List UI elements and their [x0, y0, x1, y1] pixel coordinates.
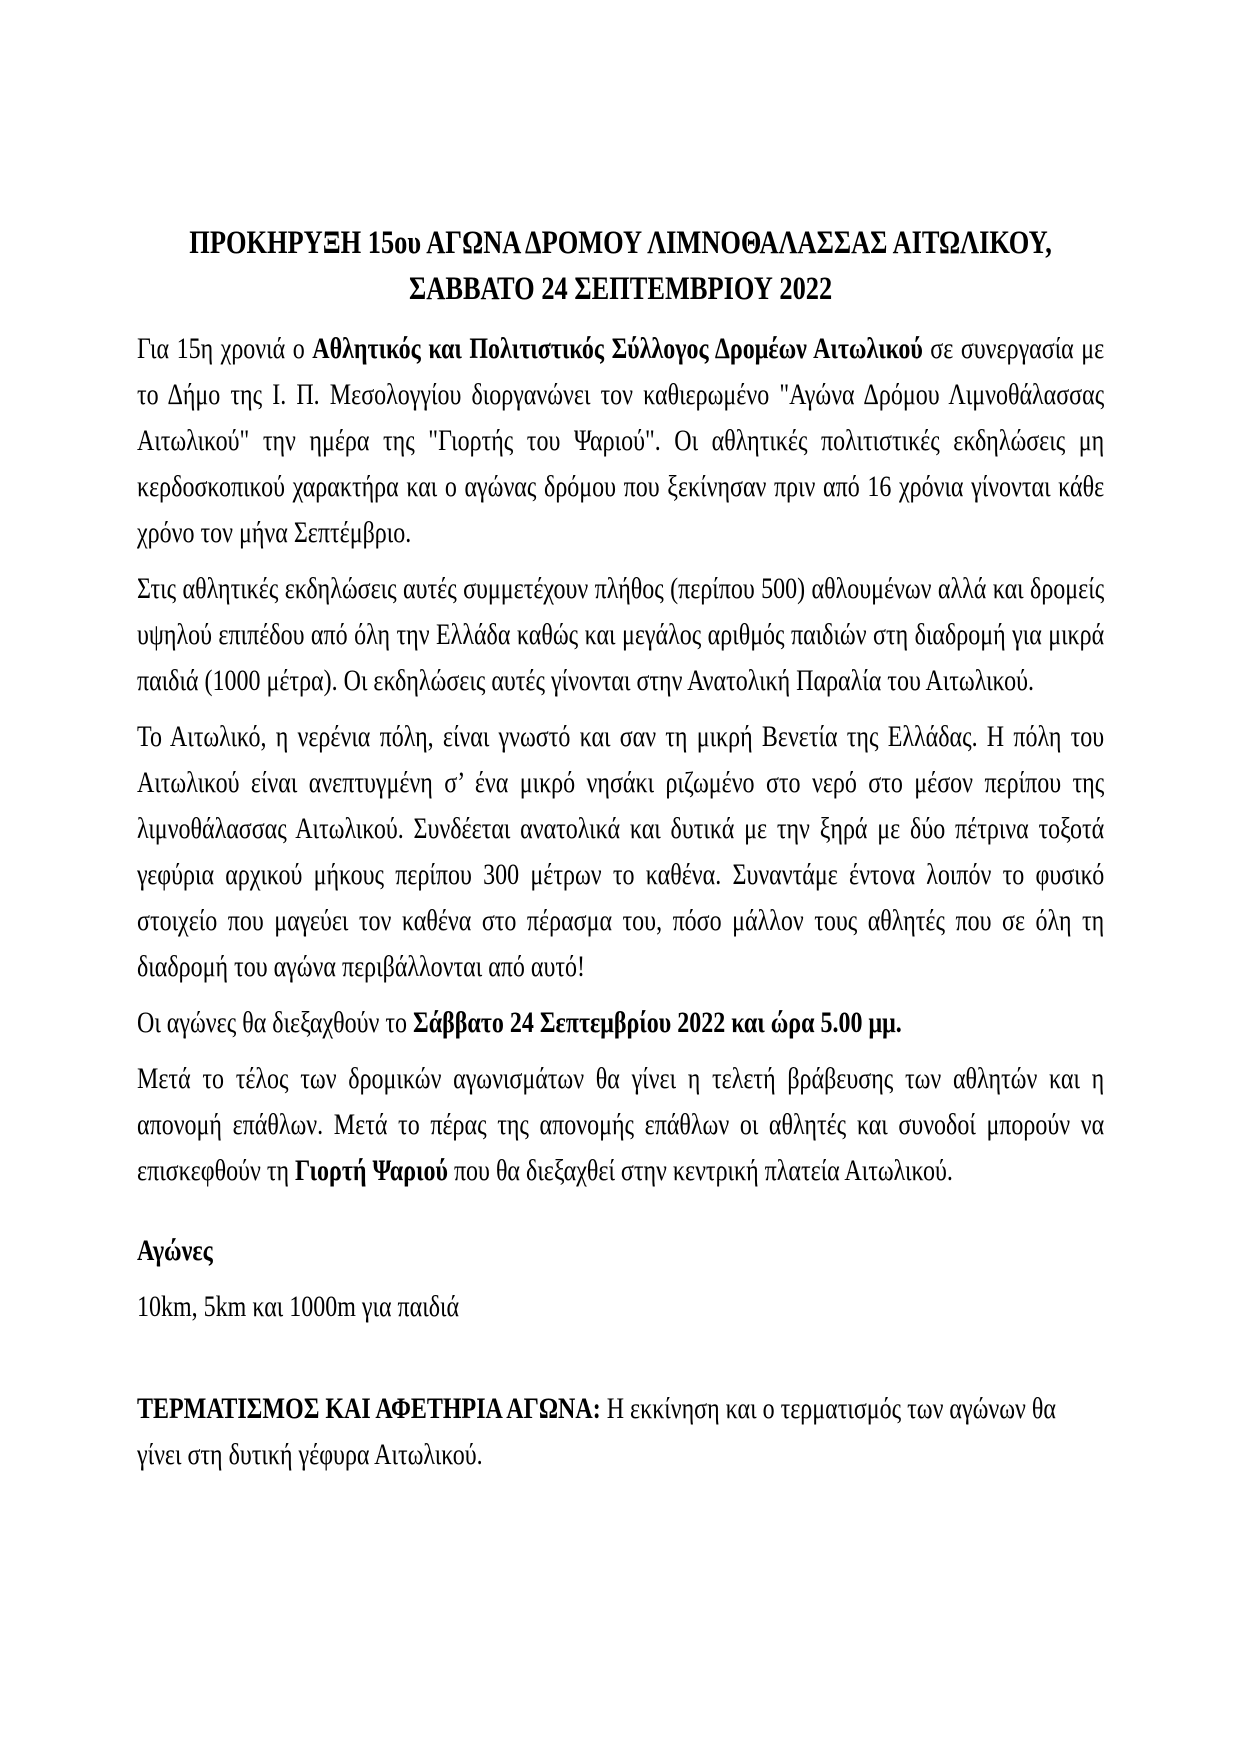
paragraph-race-date: Οι αγώνες θα διεξαχθούν το Σάββατο 24 Σεπτεμβρίου 2022 και ώρα 5.00 μμ.: [137, 1006, 902, 1039]
document-title-line-1: ΠΡΟΚΗΡΥΞΗ 15ου ΑΓΩΝΑ ΔΡΟΜΟΥ ΛΙΜΝΟΘΑΛΑΣΣΑΣ ΑΙΤΩΛΙΚΟΥ,: [189, 225, 1052, 261]
races-section-heading: Αγώνες: [137, 1234, 213, 1267]
document-content: [137, 220, 1104, 1478]
races-distances-line: 10km, 5km και 1000m για παιδιά: [137, 1290, 460, 1323]
document-title: [137, 220, 1104, 312]
paragraph-participants: Στις αθλητικές εκδηλώσεις αυτές συμμετέχουν πλήθος (περίπου 500) αθλουμένων αλλά και δρομείς υψηλού επιπέδου από όλη την Ελλάδα καθώς και μεγάλος αριθμός παιδιών στη διαδρομή για μικρά παιδιά (1000 μέτρα). Οι εκδηλώσεις αυτές γίνονται στην Ανατολική Παραλία του Αιτωλικού.: [137, 572, 1105, 697]
document-title-line-2: ΣΑΒΒΑΤΟ 24 ΣΕΠΤΕΜΒΡΙΟΥ 2022: [409, 271, 833, 307]
paragraph-intro: Για 15η χρονιά ο Αθλητικός και Πολιτιστικός Σύλλογος Δρομέων Αιτωλικού σε συνεργασία με το Δήμο της Ι. Π. Μεσολογγίου διοργανώνει τον καθιερωμένο "Αγώνα Δρόμου Λιμνοθάλασσας Αιτωλικού" την ημέρα της "Γιορτής του Ψαριού". Οι αθλητικές πολιτιστικές εκδηλώσεις μη κερδοσκοπικού χαρακτήρα και ο αγώνας δρόμου που ξεκίνησαν πριν από 16 χρόνια γίνονται κάθε χρόνο τον μήνα Σεπτέμβριο.: [137, 332, 1105, 549]
paragraph-about-town: Το Αιτωλικό, η νερένια πόλη, είναι γνωστό και σαν τη μικρή Βενετία της Ελλάδας. Η πόλη του Αιτωλικού είναι ανεπτυγμένη σ’ ένα μικρό νησάκι ριζωμένο στο νερό στο μέσον περίπου της λιμνοθάλασσας Αιτωλικού. Συνδέεται ανατολικά και δυτικά με την ξηρά με δύο πέτρινα τοξοτά γεφύρια αρχικού μήκους περίπου 300 μέτρων το καθένα. Συναντάμε έντονα λοιπόν το φυσικό στοιχείο που μαγεύει τον καθένα στο πέρασμα του, πόσο μάλλον τους αθλητές που σε όλη τη διαδρομή του αγώνα περιβάλλονται από αυτό!: [137, 720, 1105, 983]
paragraph-termination-start: ΤΕΡΜΑΤΙΣΜΟΣ ΚΑΙ ΑΦΕΤΗΡΙΑ ΑΓΩΝΑ: Η εκκίνηση και ο τερματισμός των αγώνων θα γίνει στη δυτική γέφυρα Αιτωλικού.: [137, 1392, 1056, 1471]
paragraph-awards: Μετά το τέλος των δρομικών αγωνισμάτων θα γίνει η τελετή βράβευσης των αθλητών και η απονομή επάθλων. Μετά το πέρας της απονομής επάθλων οι αθλητές και συνοδοί μπορούν να επισκεφθούν τη Γιορτή Ψαριού που θα διεξαχθεί στην κεντρική πλατεία Αιτωλικού.: [137, 1062, 1105, 1187]
